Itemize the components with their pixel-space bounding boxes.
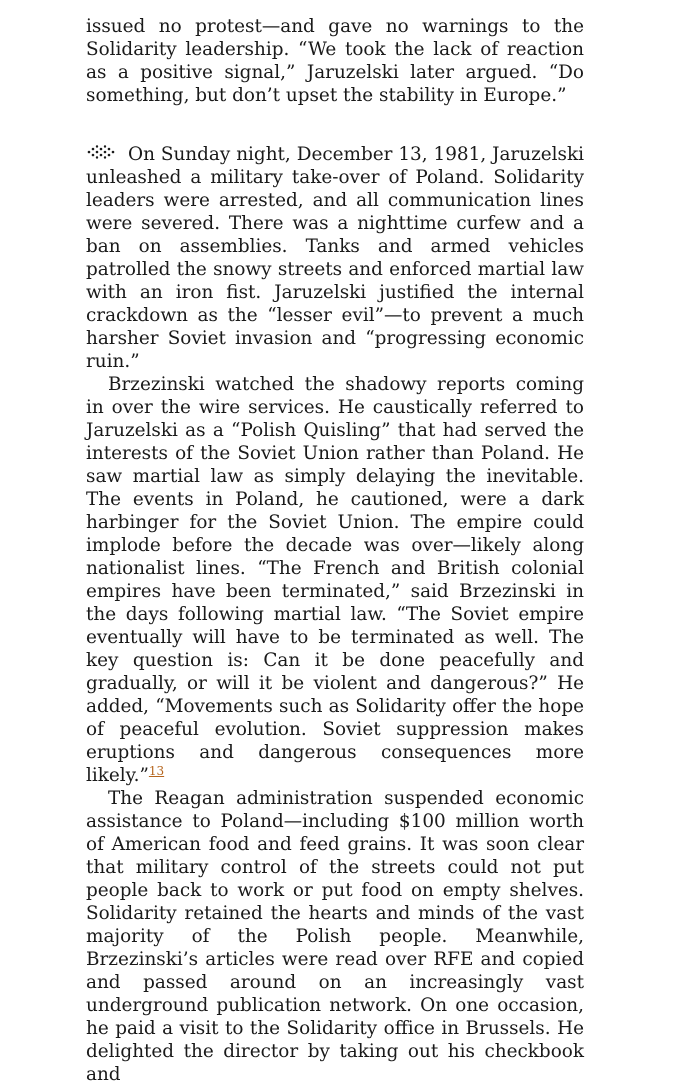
paragraph-text: issued no protest—and gave no warnings to the Solidarity leadership. “We took the lack of reaction as a positive signal,” Jaruzelski later argued. “Do something, but don’t upset the stability in Europe.” bbox=[86, 16, 584, 106]
paragraph-section-start bbox=[86, 143, 584, 373]
footnote-link[interactable]: 13 bbox=[148, 764, 165, 778]
paragraph-text: Brzezinski watched the shadowy reports coming in over the wire services. He caustically referred to Jaruzelski as a “Polish Quisling” that had served the interests of the Soviet Union rather than Poland. He saw martial law as simply delaying the inevitable. The events in Poland, he cautioned, were a dark harbinger for the Soviet Union. The empire could implode before the decade was over—likely along nationalist lines. “The French and British colonial empires have been terminated,” said Brzezinski in the days following martial law. “The Soviet empire eventually will have to be terminated as well. The key question is: Can it be done peacefully and gradually, or will it be violent and dangerous?” He added, “Movements such as Solidarity offer the hope of peaceful evolution. Soviet suppression makes eruptions and dangerous consequences more likely.” bbox=[86, 374, 584, 786]
paragraph-brzezinski bbox=[86, 373, 584, 787]
ebook-page bbox=[86, 15, 584, 1086]
paragraph-continuation bbox=[86, 15, 584, 107]
section-break-ornament-icon bbox=[86, 145, 116, 159]
paragraph-reagan bbox=[86, 787, 584, 1086]
paragraph-text: On Sunday night, December 13, 1981, Jaruzelski unleashed a military take-over of Poland. Solidarity leaders were arrested, and all communication lines were severed. There was a nighttime curfew and a ban on assemblies. Tanks and armed vehicles patrolled the snowy streets and enforced martial law with an iron fist. Jaruzelski justified the internal crackdown as the “lesser evil”—to prevent a much harsher Soviet invasion and “progressing economic ruin.” bbox=[86, 144, 584, 372]
paragraph-text: The Reagan administration suspended economic assistance to Poland—including $100 million worth of American food and feed grains. It was soon clear that military control of the streets could not put people back to work or put food on empty shelves. Solidarity retained the hearts and minds of the vast majority of the Polish people. Meanwhile, Brzezinski’s articles were read over RFE and copied and passed around on an increasingly vast underground publication network. On one occasion, he paid a visit to the Solidarity office in Brussels. He delighted the director by taking out his checkbook and bbox=[86, 788, 584, 1085]
